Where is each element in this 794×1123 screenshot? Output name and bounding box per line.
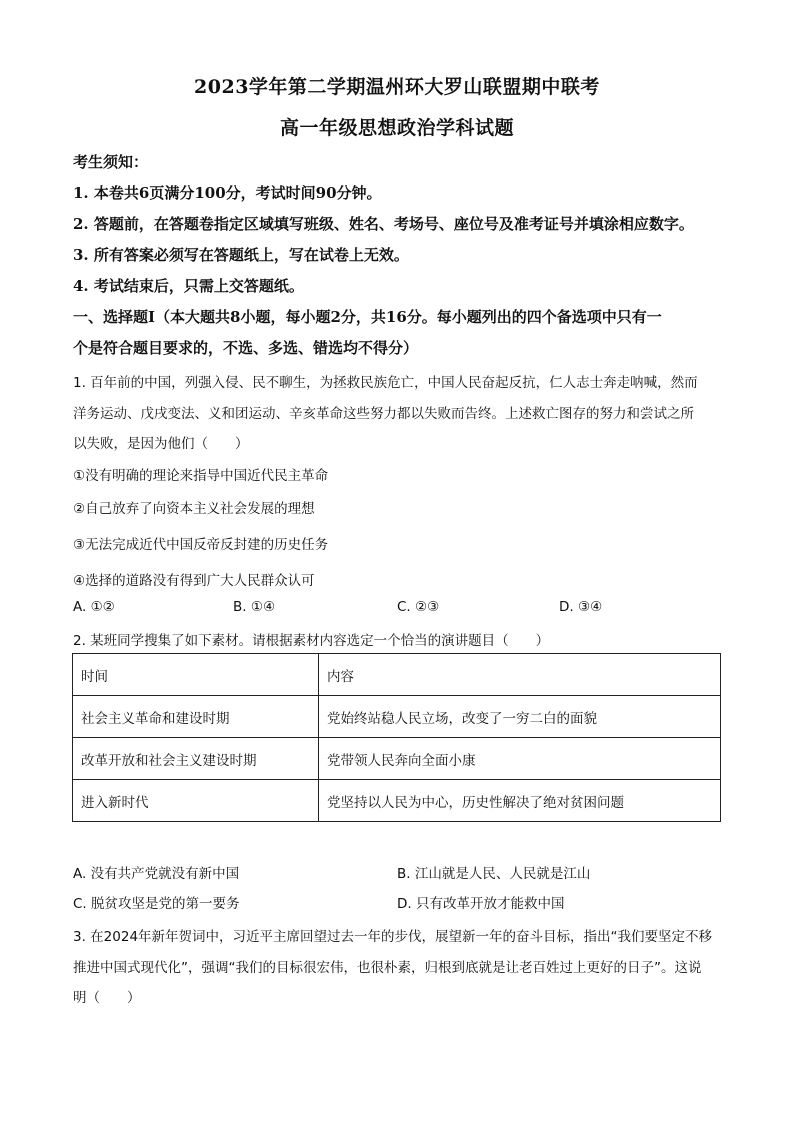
q1-option-c[interactable]: C. ②③ bbox=[397, 599, 440, 615]
q2-option-d[interactable]: D. 只有改革开放才能救中国 bbox=[397, 896, 565, 912]
table-cell: 党始终站稳人民立场，改变了一穷二白的面貌 bbox=[319, 696, 721, 738]
table-header-row bbox=[73, 654, 721, 696]
q2-material-table bbox=[72, 653, 721, 822]
notice-item: 2. 答题前，在答题卷指定区域填写班级、姓名、考场号、座位号及准考证号并填涂相应数字。 bbox=[73, 215, 694, 233]
q1-stem: 以失败，是因为他们（ ） bbox=[73, 436, 249, 452]
table-header-cell: 时间 bbox=[73, 654, 319, 696]
table-cell: 党坚持以人民为中心，历史性解决了绝对贫困问题 bbox=[319, 780, 721, 822]
q2-option-c[interactable]: C. 脱贫攻坚是党的第一要务 bbox=[73, 896, 240, 912]
table-cell: 社会主义革命和建设时期 bbox=[73, 696, 319, 738]
exam-subtitle: 高一年级思想政治学科试题 bbox=[279, 117, 514, 139]
q1-statement: ③无法完成近代中国反帝反封建的历史任务 bbox=[73, 537, 329, 553]
table-row bbox=[73, 696, 721, 738]
table-cell: 改革开放和社会主义建设时期 bbox=[73, 738, 319, 780]
table-row bbox=[73, 738, 721, 780]
notice-item: 3. 所有答案必须写在答题纸上，写在试卷上无效。 bbox=[73, 246, 409, 264]
q1-stem: 1. 百年前的中国，列强入侵、民不聊生，为拯救民族危亡，中国人民奋起反抗，仁人志士奔走呐喊，然而 bbox=[73, 375, 698, 391]
table-cell: 进入新时代 bbox=[73, 780, 319, 822]
section-heading-cont: 个是符合题目要求的，不选、多选、错选均不得分） bbox=[73, 339, 419, 357]
q1-stem: 洋务运动、戊戌变法、义和团运动、辛亥革命这些努力都以失败而告终。上述救亡图存的努力和尝试之所 bbox=[73, 406, 694, 422]
table-header-cell: 内容 bbox=[319, 654, 721, 696]
q1-option-b[interactable]: B. ①④ bbox=[233, 599, 276, 615]
q1-statement: ①没有明确的理论来指导中国近代民主革命 bbox=[73, 468, 329, 484]
q2-stem: 2. 某班同学搜集了如下素材。请根据素材内容选定一个恰当的演讲题目（ ） bbox=[73, 633, 550, 649]
section-heading: 一、选择题Ⅰ（本大题共8小题，每小题2分，共16分。每小题列出的四个备选项中只有一 bbox=[73, 308, 662, 326]
table-cell: 党带领人民奔向全面小康 bbox=[319, 738, 721, 780]
notice-item: 4. 考试结束后，只需上交答题纸。 bbox=[73, 277, 304, 295]
q1-statement: ④选择的道路没有得到广大人民群众认可 bbox=[73, 573, 315, 589]
q1-statement: ②自己放弃了向资本主义社会发展的理想 bbox=[73, 501, 315, 517]
q2-option-a[interactable]: A. 没有共产党就没有新中国 bbox=[73, 866, 240, 882]
q1-option-a[interactable]: A. ①② bbox=[73, 599, 115, 615]
q3-stem: 明（ ） bbox=[73, 990, 141, 1006]
exam-title: 2023学年第二学期温州环大罗山联盟期中联考 bbox=[194, 76, 600, 98]
q3-stem: 3. 在2024年新年贺词中，习近平主席回望过去一年的步伐，展望新一年的奋斗目标，指出“我们要坚定不移 bbox=[73, 929, 713, 945]
q1-option-d[interactable]: D. ③④ bbox=[559, 599, 603, 615]
notice-item: 1. 本卷共6页满分100分，考试时间90分钟。 bbox=[73, 184, 382, 202]
q3-stem: 推进中国式现代化”，强调“我们的目标很宏伟，也很朴素，归根到底就是让老百姓过上更好的日子”。这说 bbox=[73, 960, 702, 976]
q2-option-b[interactable]: B. 江山就是人民、人民就是江山 bbox=[397, 866, 591, 882]
table-row bbox=[73, 780, 721, 822]
notice-heading: 考生须知： bbox=[73, 153, 149, 171]
